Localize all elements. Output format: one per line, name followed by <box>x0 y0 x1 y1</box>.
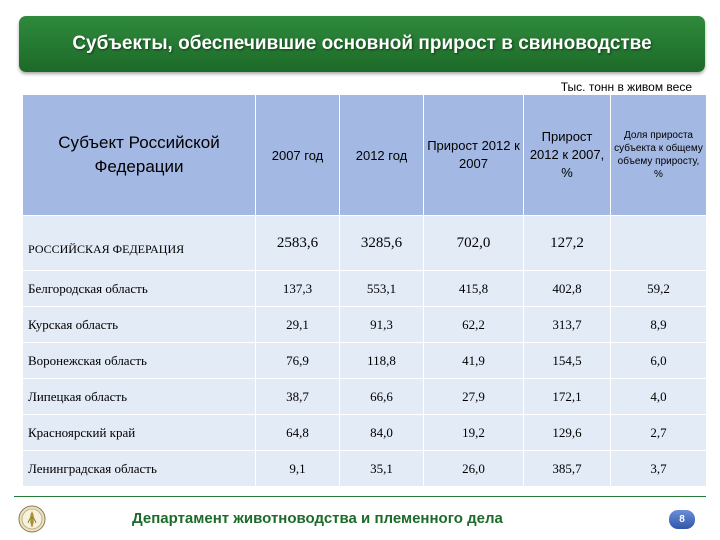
row-name: Воронежская область <box>23 343 256 379</box>
header-2012: 2012 год <box>340 95 424 216</box>
row-name: Липецкая область <box>23 379 256 415</box>
cell-growth: 41,9 <box>424 343 524 379</box>
page-title: Субъекты, обеспечившие основной прирост в свиноводстве <box>72 33 652 54</box>
table-row <box>23 379 707 415</box>
cell-growth-pct: 313,7 <box>524 307 611 343</box>
title-bar <box>19 16 705 72</box>
header-2007: 2007 год <box>256 95 340 216</box>
cell-growth: 19,2 <box>424 415 524 451</box>
header-growth-pct: Прирост 2012 к 2007, % <box>524 95 611 216</box>
row-name: Красноярский край <box>23 415 256 451</box>
cell-2007: 2583,6 <box>256 216 340 271</box>
page-number-badge: 8 <box>669 510 695 529</box>
header-growth: Прирост 2012 к 2007 <box>424 95 524 216</box>
row-name: Ленинградская область <box>23 451 256 487</box>
row-name: РОССИЙСКАЯ ФЕДЕРАЦИЯ <box>23 216 256 271</box>
header-subject: Субъект Российской Федерации <box>23 95 256 216</box>
cell-growth: 27,9 <box>424 379 524 415</box>
data-table <box>22 94 707 487</box>
cell-2012: 553,1 <box>340 271 424 307</box>
footer-divider <box>14 496 706 497</box>
table-row <box>23 415 707 451</box>
cell-share: 59,2 <box>611 271 707 307</box>
cell-2007: 76,9 <box>256 343 340 379</box>
cell-2007: 9,1 <box>256 451 340 487</box>
cell-2012: 91,3 <box>340 307 424 343</box>
cell-growth: 415,8 <box>424 271 524 307</box>
cell-2007: 38,7 <box>256 379 340 415</box>
cell-share: 2,7 <box>611 415 707 451</box>
cell-share <box>611 216 707 271</box>
cell-share: 4,0 <box>611 379 707 415</box>
header-share: Доля прироста субъекта к общему объему приросту, % <box>611 95 707 216</box>
wheat-emblem-icon <box>18 505 46 533</box>
table-row <box>23 451 707 487</box>
row-name: Белгородская область <box>23 271 256 307</box>
cell-growth-pct: 172,1 <box>524 379 611 415</box>
cell-growth-pct: 154,5 <box>524 343 611 379</box>
table-row <box>23 271 707 307</box>
cell-2012: 118,8 <box>340 343 424 379</box>
cell-2012: 84,0 <box>340 415 424 451</box>
cell-growth-pct: 129,6 <box>524 415 611 451</box>
cell-2012: 66,6 <box>340 379 424 415</box>
cell-2007: 29,1 <box>256 307 340 343</box>
footer-department: Департамент животноводства и племенного дела <box>132 510 503 527</box>
cell-share: 3,7 <box>611 451 707 487</box>
cell-share: 6,0 <box>611 343 707 379</box>
cell-growth-pct: 127,2 <box>524 216 611 271</box>
table-row-total <box>23 216 707 271</box>
table-header-row <box>23 95 707 216</box>
cell-growth-pct: 402,8 <box>524 271 611 307</box>
cell-2012: 35,1 <box>340 451 424 487</box>
cell-growth-pct: 385,7 <box>524 451 611 487</box>
cell-growth: 26,0 <box>424 451 524 487</box>
table-row <box>23 343 707 379</box>
cell-growth: 62,2 <box>424 307 524 343</box>
cell-2012: 3285,6 <box>340 216 424 271</box>
table-row <box>23 307 707 343</box>
units-note: Тыс. тонн в живом весе <box>560 80 692 94</box>
cell-share: 8,9 <box>611 307 707 343</box>
cell-growth: 702,0 <box>424 216 524 271</box>
cell-2007: 64,8 <box>256 415 340 451</box>
row-name: Курская область <box>23 307 256 343</box>
cell-2007: 137,3 <box>256 271 340 307</box>
